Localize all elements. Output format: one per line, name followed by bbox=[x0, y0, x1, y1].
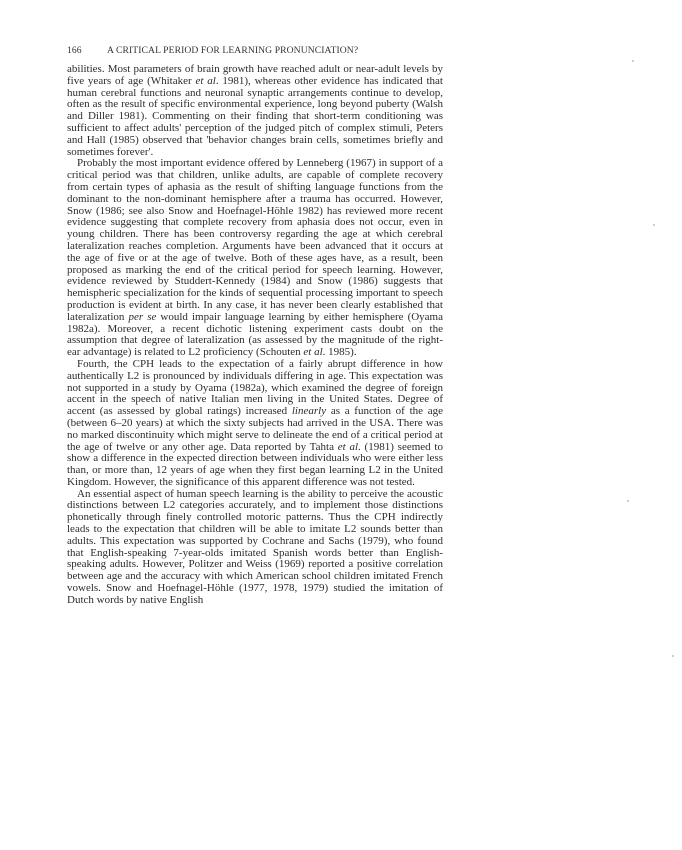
scan-speck bbox=[653, 224, 655, 226]
text-run: abilities. Most parameters of brain growth have reached adult or near-adult levels by five years of age (Whitaker bbox=[67, 63, 443, 87]
paragraph bbox=[67, 359, 443, 489]
paragraph bbox=[67, 64, 443, 158]
text-run: as a function of the age (between 6–20 years) at which the sixty subjects had arrived in the USA. There was no marked discontinuity which might serve to delineate the end of a critical period at the age of twelve or any other age. Data reported by Tahta bbox=[67, 405, 443, 453]
text-run: An essential aspect of human speech learning is the ability to perceive the acoustic distinctions between L2 categories accurately, and to implement those distinctions phonetically through finely controlled motoric patterns. Thus the CPH indirectly leads to the expectation that children will be able to imitate L2 sounds better than adults. This expectation was supported by Cochrane and Sachs (1979), who found that English-speaking 7-year-olds imitated Spanish words better than English-speaking adults. However, Politzer and Weiss (1969) reported a positive correlation between age and the accuracy with which American school children imitated French vowels. Snow and Hoefnagel-Höhle (1977, 1978, 1979) studied the imitation of Dutch words by native English bbox=[67, 487, 443, 606]
text-run: Fourth, the CPH leads to the expectation of a fairly abrupt difference in how authentically L2 is pronounced by individuals differing in age. This expectation was not supported in a study by Oyama (1982a), which examined the degree of foreign accent in the speech of native Italian men living in the United States. Degree of accent (as assessed by global ratings) increased bbox=[67, 357, 443, 418]
running-head bbox=[67, 45, 358, 56]
scan-speck bbox=[632, 60, 634, 62]
paragraph bbox=[67, 489, 443, 607]
text-run: . (1981) seemed to show a difference in the expected direction between individuals who were either less than, or more than, 12 years of age when they first began learning L2 in the United Kingdom. However, the significance of this apparent difference was not tested. bbox=[67, 440, 443, 488]
text-run: Probably the most important evidence offered by Lenneberg (1967) in support of a critical period was that children, unlike adults, are capable of complete recovery from certain types of aphasia as the result of shifting language functions from the dominant to the non-dominant hemisphere after a trauma has occurred. However, Snow (1986; see also Snow and Hoefnagel-Höhle 1982) has reviewed more recent evidence suggesting that complete recovery from aphasia does not occur, even in young children. There has been controversy regarding the age at which cerebral lateralization reaches completion. Arguments have been advanced that it occurs at the age of five or at the age of twelve. Both of these ages have, as a result, been proposed as marking the end of the critical period for speech learning. However, evidence reviewed by Studdert-Kennedy (1984) and Snow (1986) suggests that hemispheric specialization for the kinds of sequential processing important to speech production is evident at birth. In any case, it has never been clearly established that lateralization bbox=[67, 157, 443, 323]
page-number: 166 bbox=[67, 45, 82, 56]
body-text bbox=[67, 64, 443, 607]
italic-text: linearly bbox=[291, 405, 327, 418]
text-run: . 1981), whereas other evidence has indicated that human cerebral functions and neuronal synaptic arrangements continue to develop, often as the result of specific environmental experience, long beyond puberty (Walsh and Diller 1981). Commenting on their finding that short-term conditioning was sufficient to affect adults' perception of the judged pitch of complex stimuli, Peters and Hall (1985) observed that 'behavior changes brain cells, sometimes briefly and sometimes forever'. bbox=[67, 74, 443, 158]
running-title: A CRITICAL PERIOD FOR LEARNING PRONUNCIATION? bbox=[107, 45, 359, 56]
italic-text: per se bbox=[128, 310, 157, 323]
italic-text: et al bbox=[337, 440, 359, 453]
italic-text: et al bbox=[195, 74, 216, 87]
italic-text: et al bbox=[303, 346, 323, 359]
scan-speck bbox=[627, 500, 629, 502]
scan-speck bbox=[672, 655, 674, 657]
text-run: would impair language learning by either hemisphere (Oyama 1982a). Moreover, a recent dichotic listening experiment casts doubt on the assumption that degree of lateralization (as assessed by the magnitude of the right-ear advantage) is related to L2 proficiency (Schouten bbox=[67, 310, 443, 359]
text-run: . 1985). bbox=[322, 346, 357, 359]
paragraph bbox=[67, 158, 443, 359]
